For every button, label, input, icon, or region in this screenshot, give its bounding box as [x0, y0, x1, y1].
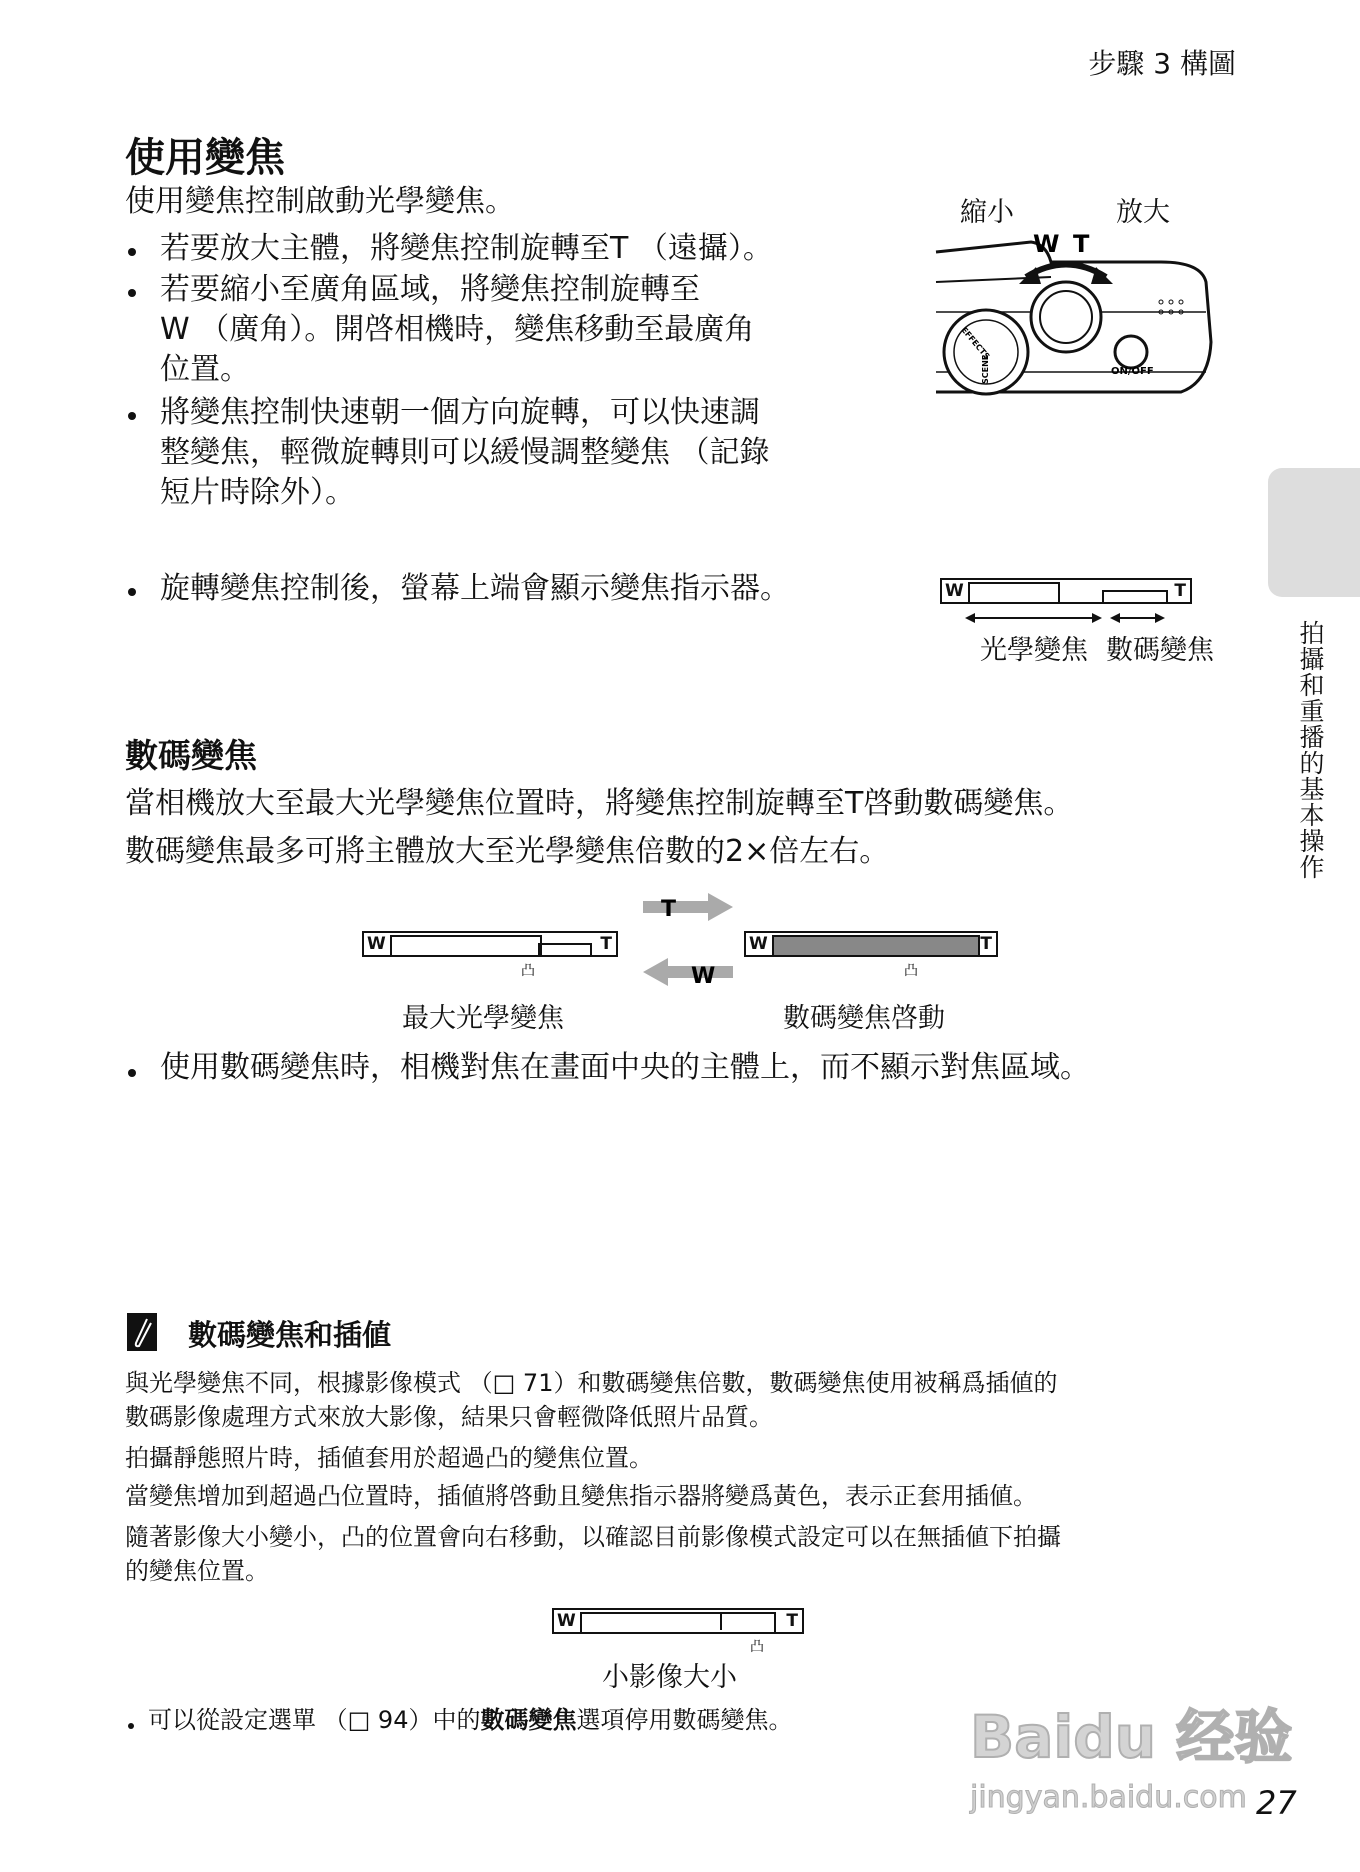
- max-optical-label: 最大光學變焦: [402, 1003, 564, 1034]
- bullet-dot: [128, 412, 136, 420]
- side-tab-label: 拍攝和重播的基本操作: [1296, 620, 1325, 880]
- note-line-1: 與光學變焦不同，根據影像模式 （□ 71）和數碼變焦倍數，數碼變焦使用被稱爲插値的: [125, 1369, 1058, 1397]
- optical-zoom-label: 光學變焦: [980, 635, 1088, 666]
- arrow-w-icon: [643, 958, 735, 986]
- note-line-4: 當變焦增加到超過凸位置時，插値將啓動且變焦指示器將變爲黃色，表示正套用插値。: [125, 1482, 1037, 1510]
- digital-line-1: 當相機放大至最大光學變焦位置時，將變焦控制旋轉至T啓動數碼變焦。: [125, 786, 1074, 821]
- watermark-url: jingyan.baidu.com: [970, 1780, 1247, 1815]
- indicator-max-optical: W T: [362, 931, 618, 957]
- note-line-5: 隨著影像大小變小，凸的位置會向右移動，以確認目前影像模式設定可以在無插値下拍攝: [125, 1523, 1061, 1551]
- svg-text:W: W: [691, 964, 716, 986]
- zoom-indicator: [940, 578, 1192, 604]
- arrow-t-icon: [643, 893, 735, 921]
- dial-effects-label: EFFECTS: [959, 325, 992, 362]
- bullet-dot: [128, 1723, 134, 1729]
- zoom-bullet-4: 旋轉變焦控制後，螢幕上端會顯示變焦指示器。: [160, 571, 790, 606]
- section-header: 步驟 3 構圖: [1088, 47, 1236, 80]
- camera-illustration: [931, 222, 1221, 417]
- range-arrows: [965, 610, 1165, 626]
- indicator-digital-active: W T: [744, 931, 998, 957]
- zoom-intro: 使用變焦控制啟動光學變焦。: [125, 184, 515, 219]
- zoom-bullet-3b: 整變焦，輕微旋轉則可以緩慢調整變焦 （記錄: [160, 435, 770, 470]
- zoom-bullet-2c: 位置。: [160, 352, 250, 387]
- note-title: 數碼變焦和插値: [188, 1318, 392, 1352]
- digital-fill: [772, 935, 980, 957]
- digital-line-2: 數碼變焦最多可將主體放大至光學變焦倍數的2×倍左右。: [125, 834, 890, 869]
- page-number: 27: [1256, 1784, 1297, 1822]
- interp-marker-icon: 凸: [521, 963, 535, 979]
- digital-zoom-label: 數碼變焦: [1106, 635, 1214, 666]
- zoom-bullet-3a: 將變焦控制快速朝一個方向旋轉，可以快速調: [160, 395, 760, 430]
- indicator-w: W: [945, 581, 964, 601]
- zoom-out-label: 縮小: [960, 197, 1014, 228]
- note-line-2: 數碼影像處理方式來放大影像，結果只會輕微降低照片品質。: [125, 1403, 773, 1431]
- indicator-small-image: W T: [552, 1608, 804, 1634]
- side-tab: [1268, 468, 1360, 597]
- svg-text:T: T: [661, 897, 677, 921]
- note-line-3: 拍攝靜態照片時，插値套用於超過凸的變焦位置。: [125, 1444, 653, 1472]
- t-label: T: [1073, 230, 1090, 258]
- indicator-fill: [968, 582, 1060, 604]
- w-label: W: [1033, 230, 1060, 258]
- zoom-bullet-3c: 短片時除外）。: [160, 475, 355, 510]
- indicator-digital: [1102, 590, 1168, 604]
- zoom-title: 使用變焦: [125, 135, 285, 181]
- digital-zoom-option: 數碼變焦: [480, 1706, 577, 1734]
- note-pencil-icon: [127, 1313, 157, 1351]
- digital-title: 數碼變焦: [125, 736, 257, 775]
- interp-marker-icon: 凸: [750, 1639, 764, 1655]
- final-bullet: 可以從設定選單 （□ 94）中的數碼變焦選項停用數碼變焦。: [148, 1706, 793, 1734]
- indicator-t: T: [1174, 581, 1186, 601]
- onoff-label: ON/OFF: [1111, 366, 1154, 377]
- bullet-dot: [128, 1069, 136, 1077]
- bullet-dot: [128, 588, 136, 596]
- zoom-bullet-1: 若要放大主體，將變焦控制旋轉至T （遠攝）。: [160, 231, 773, 266]
- dial-scene-label: SCENE: [981, 354, 990, 384]
- bullet-dot: [128, 248, 136, 256]
- note-line-6: 的變焦位置。: [125, 1557, 269, 1585]
- zoom-bullet-2b: W （廣角）。開啓相機時，變焦移動至最廣角: [160, 312, 755, 347]
- bullet-dot: [128, 289, 136, 297]
- zoom-in-label: 放大: [1116, 197, 1170, 228]
- small-image-label: 小影像大小: [602, 1662, 737, 1693]
- digital-bullet: 使用數碼變焦時，相機對焦在畫面中央的主體上，而不顯示對焦區域。: [160, 1050, 1090, 1085]
- interp-marker-icon: 凸: [904, 963, 918, 979]
- digital-active-label: 數碼變焦啓動: [783, 1003, 945, 1034]
- watermark-logo: Baidu 经验: [970, 1703, 1293, 1771]
- zoom-bullet-2a: 若要縮小至廣角區域，將變焦控制旋轉至: [160, 272, 700, 307]
